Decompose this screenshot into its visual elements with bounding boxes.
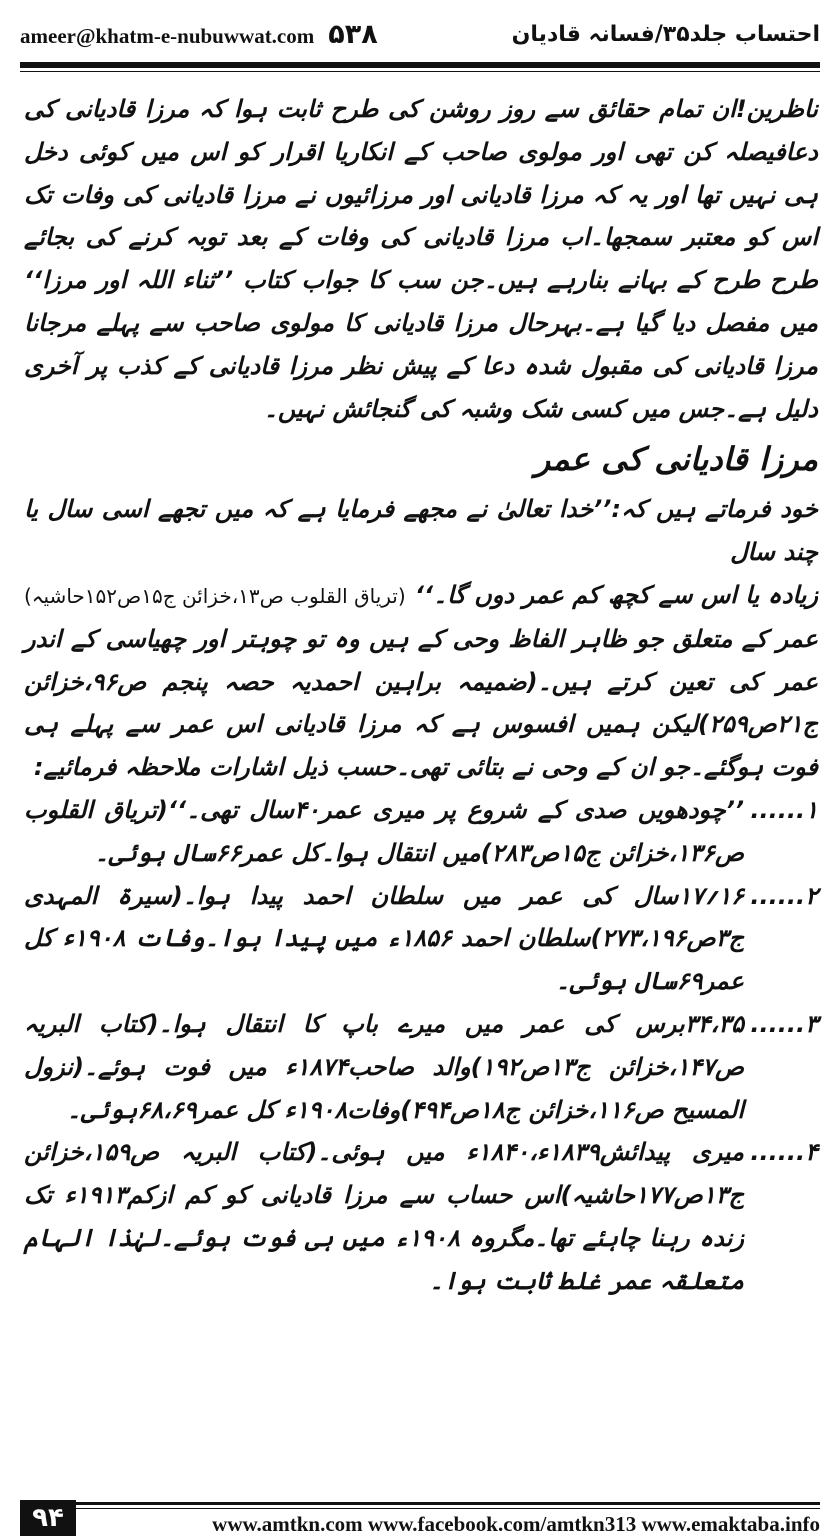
header-rule-thin — [20, 71, 820, 72]
list-item-number: ۴...... — [750, 1138, 818, 1167]
paragraph-conclusion: ناظرین!ان تمام حقائق سے روز روشن کی طرح ثابت ہوا کہ مرزا قادیانی کی دعافیصلہ کن تھی اور مولوی صاحب کے انکاریا اقرار کو اس میں کوئی دخل ہی نہیں تھا اور یہ کہ مرزا قادیانی اور مرزائیوں نے مرزا قادیانی کی وفات تک اس کو معتبر سمجھا۔اب مرزا قادیانی کی وفات کے بعد توبہ کرنے کی بجائے طرح طرح کے بہانے بنارہے ہیں۔جن سب کا جواب کتاب ’’ثناء اللہ اور مرزا‘‘ میں مفصل دیا گیا ہے۔بہرحال مرزا قادیانی کا مولوی صاحب سے پہلے مرجانا مرزا قادیانی کی مقبول شدہ دعا کے پیش نظر مرزا قادیانی کے کذب پر آخری دلیل ہے۔جس میں کسی شک وشبہ کی گنجائش نہیں۔ — [24, 95, 818, 423]
page-footer — [20, 1500, 820, 1536]
header-page-number: ۵۳۸ — [328, 18, 378, 50]
header-email[interactable]: ameer@khatm-e-nubuwwat.com — [20, 23, 315, 48]
list-item — [24, 875, 818, 1003]
quote-reference: (تریاق القلوب ص۱۳،خزائن ج۱۵ص۱۵۲حاشیہ) — [24, 583, 406, 608]
footer-rule-thick — [76, 1502, 820, 1505]
list-item-text: ۱۶؍۱۷سال کی عمر میں سلطان احمد پیدا ہوا۔(سیرۃ المہدی ج۳ص۲۷۳،۱۹۶)سلطان احمد ۱۸۵۶ء میں پیدا ہوا۔وفات ۱۹۰۸ء کل عمر۶۹سال ہوئی۔ — [24, 881, 745, 996]
header-rule-thick — [20, 62, 820, 68]
list-item-number: ۳...... — [750, 1009, 818, 1038]
list-item — [24, 1003, 818, 1131]
paragraph-age-revelation: عمر کے متعلق جو ظاہر الفاظ وحی کے ہیں وہ تو چوہتر اور چھیاسی کے اندر عمر کی تعین کرتے ہیں۔(ضمیمہ براہین احمدیہ حصہ پنجم ص۹۶،خزائن ج۲۱ص۲۵۹)لیکن ہمیں افسوس ہے کہ مرزا قادیانی اس عمر سے پہلے ہی فوت ہوگئے۔جو ان کے وحی نے بتائی تھی۔حسب ذیل اشارات ملاحظہ فرمائیے: — [24, 624, 819, 782]
header-book-title: احتساب جلد۳۵/فسانہ قادیان — [511, 21, 820, 47]
footer-links[interactable]: www.amtkn.com www.facebook.com/amtkn313 www.emaktaba.info — [212, 1512, 820, 1536]
list-item — [24, 789, 818, 875]
paragraph-quote-line2: زیادہ یا اس سے کچھ کم عمر دوں گا۔‘‘ — [414, 580, 818, 609]
list-item-number: ۱...... — [750, 795, 818, 824]
section-heading: مرزا قادیانی کی عمر — [534, 440, 818, 479]
page-header — [20, 14, 820, 54]
list-item-text: ۳۴،۳۵برس کی عمر میں میرے باپ کا انتقال ہوا۔(کتاب البریہ ص۱۴۷،خزائن ج۱۳ص۱۹۲)والد صاحب۱۸۷۴ء میں فوت ہوئے۔(نزول المسیح ص۱۱۶،خزائن ج۱۸ص۴۹۴)وفات۱۹۰۸ء کل عمر۶۸،۶۹ہوئی۔ — [24, 1009, 744, 1124]
paragraph-quote-line1: خود فرماتے ہیں کہ:’’خدا تعالیٰ نے مجھے فرمایا ہے کہ میں تجھے اسی سال یا چند سال — [24, 495, 818, 567]
list-item — [24, 1131, 818, 1302]
list-item-number: ۲...... — [750, 881, 818, 910]
footer-links-area — [76, 1500, 820, 1536]
footer-page-number: ۹۴ — [20, 1500, 76, 1536]
footer-rule-thin — [76, 1508, 820, 1509]
page-body — [24, 88, 818, 1303]
list-item-text: میری پیدائش۱۸۳۹ء،۱۸۴۰ء میں ہوئی۔(کتاب البریہ ص۱۵۹،خزائن ج۱۳ص۱۷۷حاشیہ)اس حساب سے مرزا قادیانی کو کم ازکم۱۹۱۳ء تک زندہ رہنا چاہئے تھا۔مگروہ ۱۹۰۸ء میں ہی فوت ہوئے۔لہٰذا الہام متعلقہ عمر غلط ثابت ہوا۔ — [24, 1138, 745, 1295]
list-item-text: ’’چودھویں صدی کے شروع پر میری عمر۴۰سال تھی۔‘‘(تریاق القلوب ص۱۳۶،خزائن ج۱۵ص۲۸۳)میں انتقال ہوا۔کل عمر۶۶سال ہوئی۔ — [24, 795, 744, 867]
header-left — [20, 19, 378, 50]
quote-row — [24, 574, 818, 618]
